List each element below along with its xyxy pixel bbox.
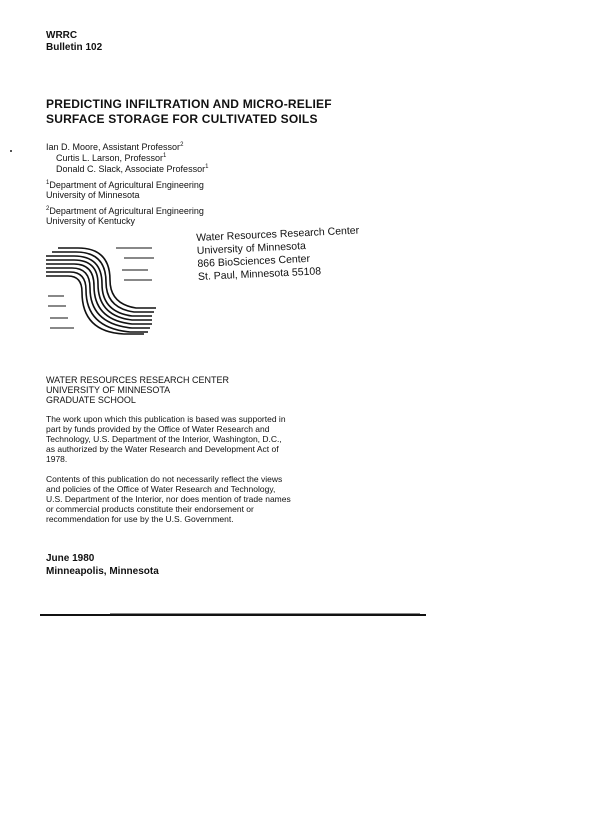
address-line-1: Water Resources Research Center — [196, 224, 360, 244]
author-1-name: Ian D. Moore, Assistant Professor — [46, 142, 181, 152]
affiliation-2 — [46, 206, 204, 226]
scan-speck — [10, 150, 12, 152]
title-line-1: PREDICTING INFILTRATION AND MICRO-RELIEF — [46, 97, 332, 111]
affiliation-1-sup: 1 — [46, 180, 50, 186]
org-line-1: WATER RESOURCES RESEARCH CENTER — [46, 375, 230, 385]
affiliation-1-univ: University of Minnesota — [46, 190, 140, 200]
bulletin-header — [46, 30, 102, 54]
author-2-sup: 1 — [163, 153, 167, 159]
affiliation-2-sup: 2 — [46, 206, 50, 212]
publication-date: June 1980 — [46, 553, 95, 564]
publication-date-block — [46, 552, 159, 578]
affiliation-1-dept: Department of Agricultural Engineering — [49, 180, 204, 190]
address-line-4: St. Paul, Minnesota 55108 — [197, 265, 322, 283]
address-line-2: University of Minnesota — [196, 240, 307, 257]
organization-block — [46, 375, 229, 405]
affiliation-2-dept: Department of Agricultural Engineering — [49, 206, 204, 216]
affiliation-1 — [46, 180, 204, 200]
title-line-2: SURFACE STORAGE FOR CULTIVATED SOILS — [46, 112, 318, 126]
org-line-2: UNIVERSITY OF MINNESOTA — [46, 385, 171, 395]
author-3-name: Donald C. Slack, Associate Professor — [56, 164, 206, 174]
author-3-sup: 1 — [205, 164, 209, 170]
mailing-address — [196, 225, 361, 284]
publication-place: Minneapolis, Minnesota — [46, 566, 159, 577]
horizontal-rule — [40, 604, 426, 608]
wrrc-logo-icon — [44, 244, 164, 336]
affiliation-2-univ: University of Kentucky — [46, 216, 136, 226]
disclaimer-paragraph: Contents of this publication do not necessarily reflect the views and policies of the Office of Water Research and Technology, U.S. Department of the Interior, nor does mention of trade names or commercial products constitute their endorsement or recommendation for use by the U.S. Government. — [46, 474, 291, 524]
series-label: WRRC — [46, 30, 78, 41]
author-1 — [46, 142, 208, 153]
author-3 — [46, 164, 208, 175]
funding-paragraph: The work upon which this publication is based was supported in part by funds provided by the Office of Water Research and Technology, U.S. Department of the Interior, Washington, D.C., as authorized by the Water Research and Development Act of 1978. — [46, 414, 286, 464]
author-2 — [46, 153, 208, 164]
author-list — [46, 142, 208, 175]
document-title — [46, 97, 332, 127]
author-1-sup: 2 — [180, 142, 184, 148]
org-line-3: GRADUATE SCHOOL — [46, 395, 136, 405]
bulletin-number: Bulletin 102 — [46, 42, 103, 53]
author-2-name: Curtis L. Larson, Professor — [56, 153, 164, 163]
address-line-3: 866 BioSciences Center — [197, 252, 311, 270]
affiliation-list — [46, 180, 204, 226]
